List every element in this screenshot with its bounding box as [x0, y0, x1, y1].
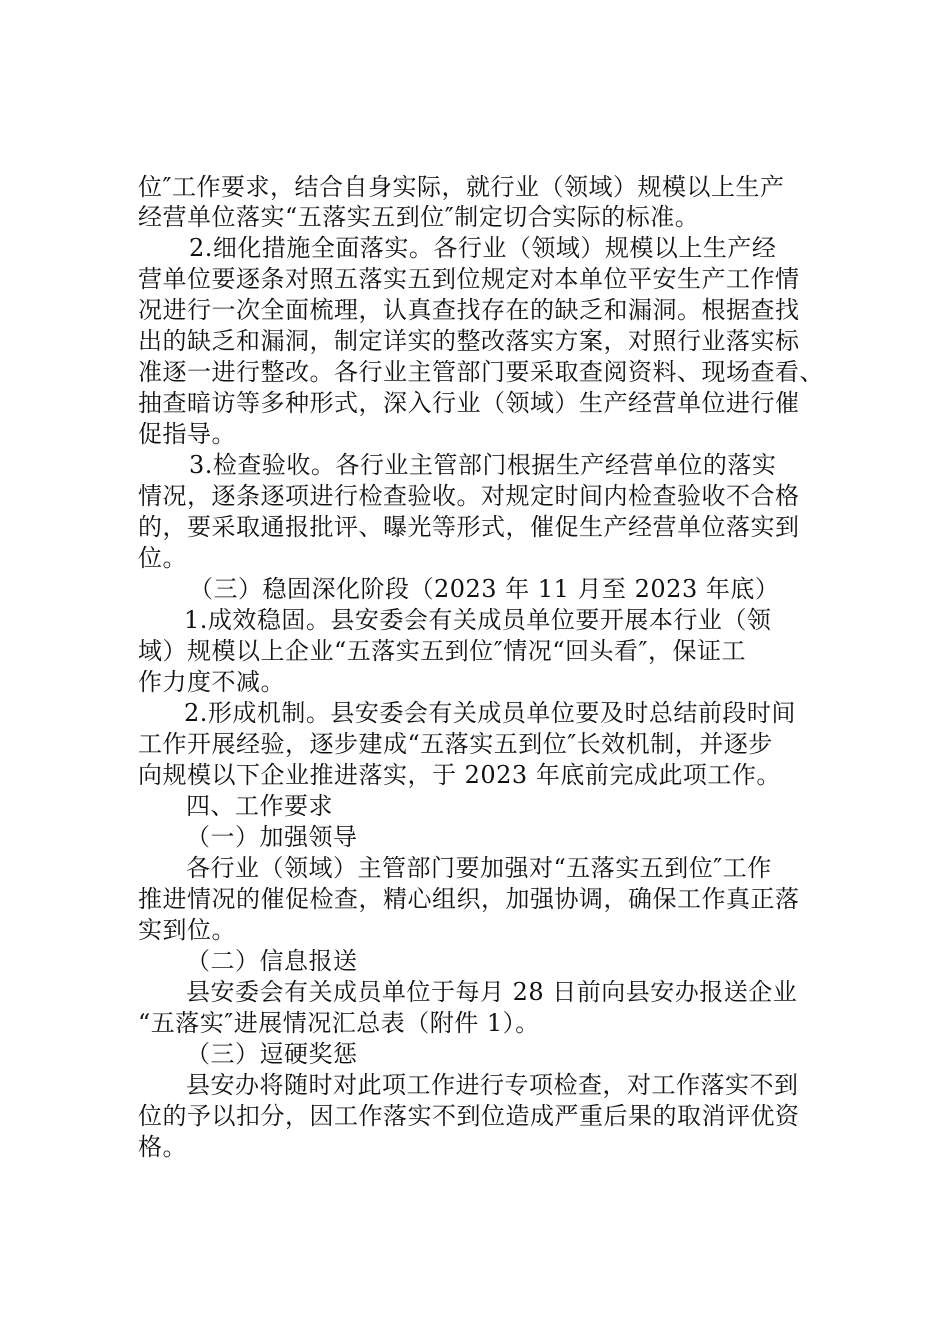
text-line: 工作开展经验，逐步建成“五落实五到位″长效机制，并逐步 [138, 730, 773, 758]
text-line: 经营单位落实“五落实五到位″制定切合实际的标准。 [138, 203, 700, 231]
text-line: 作力度不减。 [138, 668, 285, 696]
text-line: 各行业（领域）主管部门要加强对“五落实五到位″工作 [186, 854, 772, 882]
text-line: 准逐一进行整改。各行业主管部门要采取查阅资料、现场查看、 [138, 358, 824, 386]
text-line: 情况，逐条逐项进行检查验收。对规定时间内检查验收不合格 [138, 482, 800, 510]
text-line: “五落实″进展情况汇总表（附件 1）。 [138, 1009, 540, 1037]
text-line: 抽查暗访等多种形式，深入行业（领域）生产经营单位进行催 [138, 389, 800, 417]
text-line: 2.细化措施全面落实。各行业（领域）规模以上生产经 [189, 234, 777, 262]
subsection-heading: （二）信息报送 [186, 947, 358, 975]
text-line: 1.成效稳固。县安委会有关成员单位要开展本行业（领 [184, 606, 772, 634]
text-line: 实到位。 [138, 916, 236, 944]
subsection-heading: （三）逗硬奖惩 [186, 1040, 358, 1068]
text-line: 位的予以扣分，因工作落实不到位造成严重后果的取消评优资 [138, 1102, 800, 1130]
text-line: 向规模以下企业推进落实，于 2023 年底前完成此项工作。 [138, 761, 781, 789]
text-line: 出的缺乏和漏洞，制定详实的整改落实方案，对照行业落实标 [138, 327, 800, 355]
text-line: 推进情况的催促检查，精心组织，加强协调，确保工作真正落 [138, 885, 800, 913]
text-line: 县安办将随时对此项工作进行专项检查，对工作落实不到 [186, 1071, 799, 1099]
text-line: 3.检查验收。各行业主管部门根据生产经营单位的落实 [189, 451, 777, 479]
text-line: 位″工作要求，结合自身实际，就行业（领域）规模以上生产 [138, 173, 785, 201]
text-line: 的，要采取通报批评、曝光等形式，催促生产经营单位落实到 [138, 513, 800, 541]
text-line: 位。 [138, 544, 187, 572]
text-line: 促指导。 [138, 420, 236, 448]
section-heading: （三）稳固深化阶段（2023 年 11 月至 2023 年底） [189, 575, 780, 603]
text-line: 域）规模以上企业“五落实五到位″情况“回头看″，保证工 [138, 637, 746, 665]
text-line: 2.形成机制。县安委会有关成员单位要及时总结前段时间 [184, 699, 796, 727]
text-line: 营单位要逐条对照五落实五到位规定对本单位平安生产工作情 [138, 265, 800, 293]
text-line: 格。 [138, 1133, 187, 1161]
text-line: 况进行一次全面梳理，认真查找存在的缺乏和漏洞。根据查找 [138, 296, 800, 324]
subsection-heading: （一）加强领导 [186, 823, 358, 851]
section-heading: 四、工作要求 [186, 792, 333, 820]
text-line: 县安委会有关成员单位于每月 28 日前向县安办报送企业 [186, 978, 798, 1006]
